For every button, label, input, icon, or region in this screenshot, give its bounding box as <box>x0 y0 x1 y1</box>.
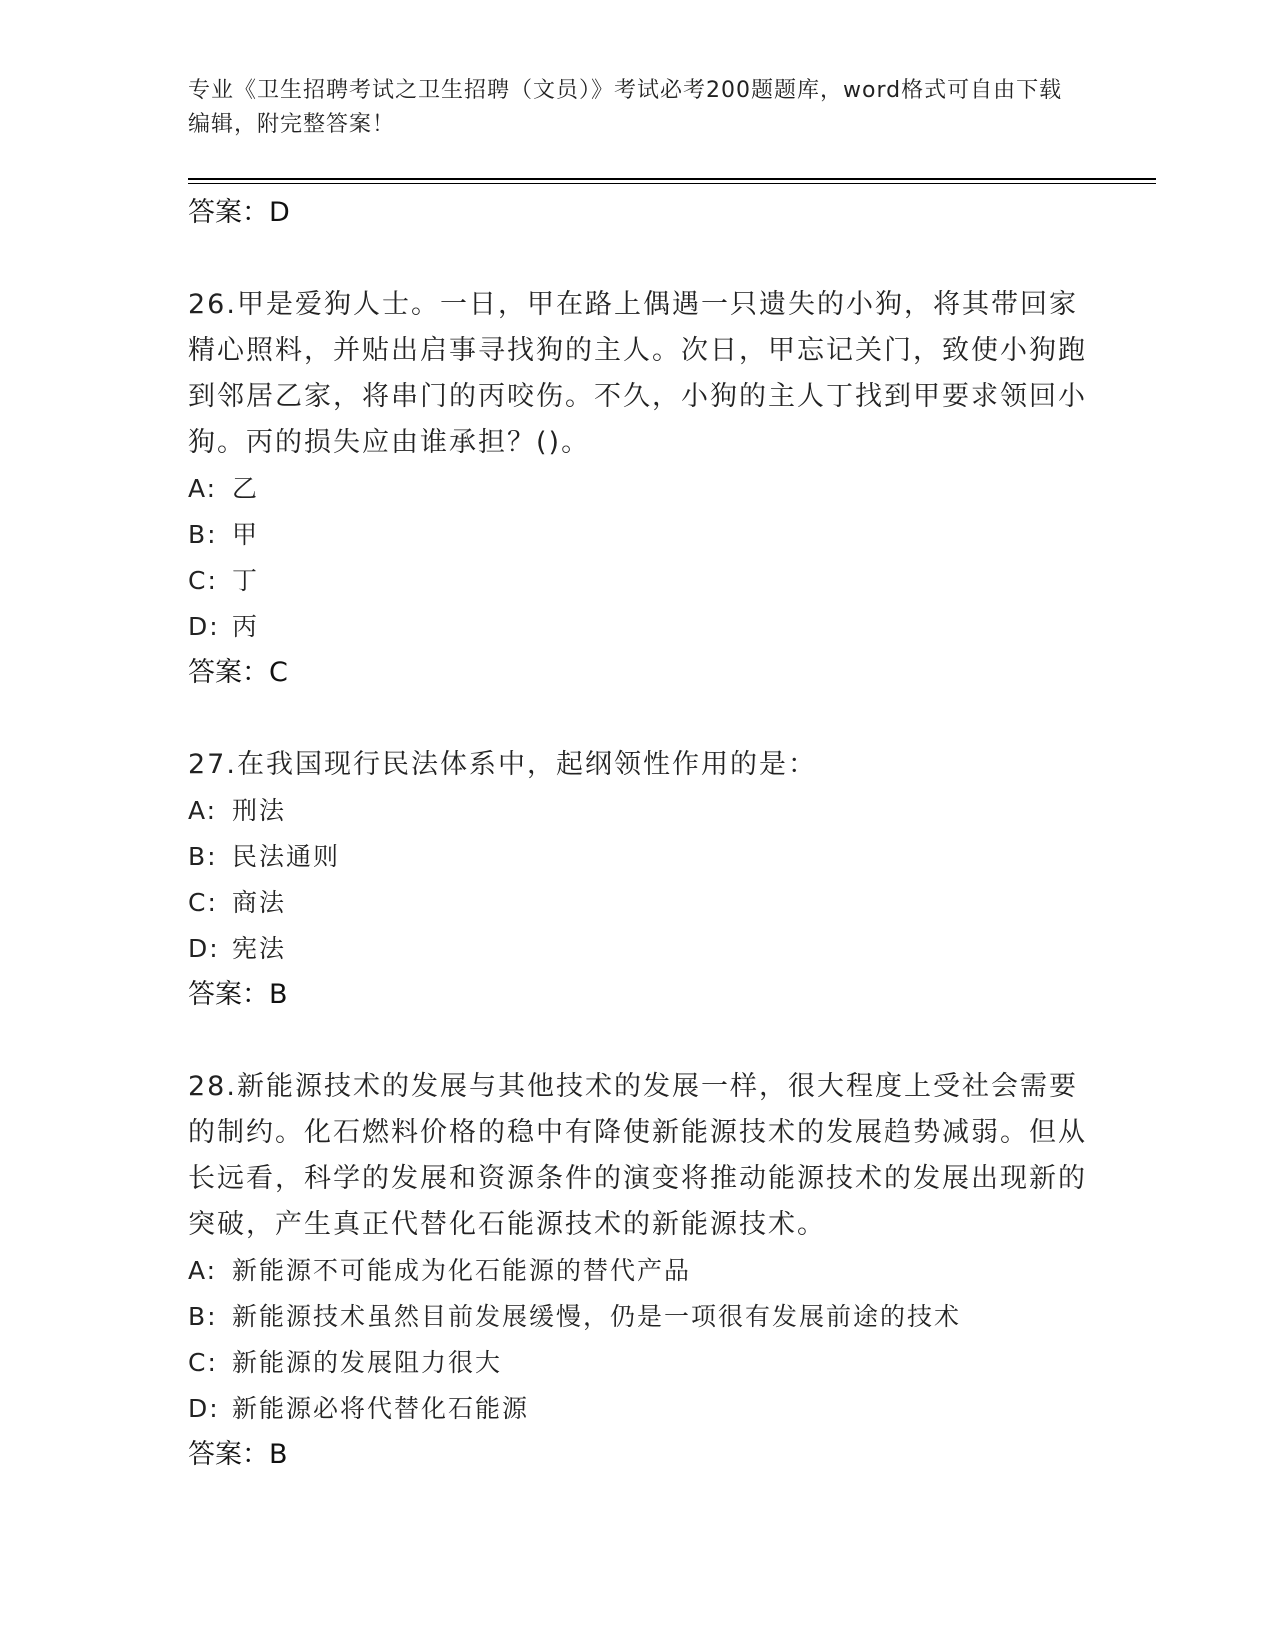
option-text: 新能源必将代替化石能源 <box>232 1394 530 1423</box>
option-text: 丁 <box>232 566 260 595</box>
option-d <box>188 926 1088 972</box>
option-key: D: <box>188 934 220 963</box>
option-key: B: <box>188 842 218 871</box>
question-stem: 27.在我国现行民法体系中，起纲领性作用的是： <box>188 749 817 780</box>
header-divider-thin <box>188 183 1156 184</box>
option-b <box>188 512 1088 558</box>
question-block <box>188 742 1088 1018</box>
option-key: D: <box>188 612 220 641</box>
option-text: 新能源技术虽然目前发展缓慢，仍是一项很有发展前途的技术 <box>232 1302 962 1331</box>
option-c <box>188 880 1088 926</box>
answer-line: 答案：B <box>188 979 288 1010</box>
option-d <box>188 1386 1088 1432</box>
option-b <box>188 834 1088 880</box>
option-c <box>188 558 1088 604</box>
option-key: C: <box>188 888 218 917</box>
option-key: B: <box>188 520 218 549</box>
answer-line: 答案：D <box>188 197 290 228</box>
question-block <box>188 282 1088 696</box>
header-divider-thick <box>188 178 1156 180</box>
answer-line: 答案：B <box>188 1439 288 1470</box>
option-text: 乙 <box>232 474 260 503</box>
option-text: 甲 <box>232 520 260 549</box>
option-d <box>188 604 1088 650</box>
option-text: 民法通则 <box>232 842 341 871</box>
option-c <box>188 1340 1088 1386</box>
answer-line: 答案：C <box>188 657 288 688</box>
option-key: D: <box>188 1394 220 1423</box>
option-key: A: <box>188 474 218 503</box>
option-key: C: <box>188 1348 218 1377</box>
option-text: 商法 <box>232 888 287 917</box>
question-list <box>188 190 1088 1478</box>
option-a <box>188 1248 1088 1294</box>
option-text: 新能源的发展阻力很大 <box>232 1348 503 1377</box>
page-header: 专业《卫生招聘考试之卫生招聘（文员）》考试必考200题题库，word格式可自由下载编辑，附完整答案！ <box>188 78 1063 137</box>
option-key: A: <box>188 796 218 825</box>
question-block <box>188 1064 1088 1478</box>
option-text: 刑法 <box>232 796 287 825</box>
option-a <box>188 788 1088 834</box>
option-key: A: <box>188 1256 218 1285</box>
option-b <box>188 1294 1088 1340</box>
option-a <box>188 466 1088 512</box>
question-stem: 28.新能源技术的发展与其他技术的发展一样，很大程度上受社会需要的制约。化石燃料价格的稳中有降使新能源技术的发展趋势减弱。但从长远看，科学的发展和资源条件的演变将推动能源技术的发展出现新的突破，产生真正代替化石能源技术的新能源技术。 <box>188 1071 1087 1240</box>
question-stem: 26.甲是爱狗人士。一日，甲在路上偶遇一只遗失的小狗，将其带回家精心照料，并贴出启事寻找狗的主人。次日，甲忘记关门，致使小狗跑到邻居乙家，将串门的丙咬伤。不久，小狗的主人丁找到甲要求领回小狗。丙的损失应由谁承担？()。 <box>188 289 1087 458</box>
option-key: C: <box>188 566 218 595</box>
option-key: B: <box>188 1302 218 1331</box>
option-text: 丙 <box>232 612 260 641</box>
option-text: 宪法 <box>232 934 287 963</box>
option-text: 新能源不可能成为化石能源的替代产品 <box>232 1256 692 1285</box>
